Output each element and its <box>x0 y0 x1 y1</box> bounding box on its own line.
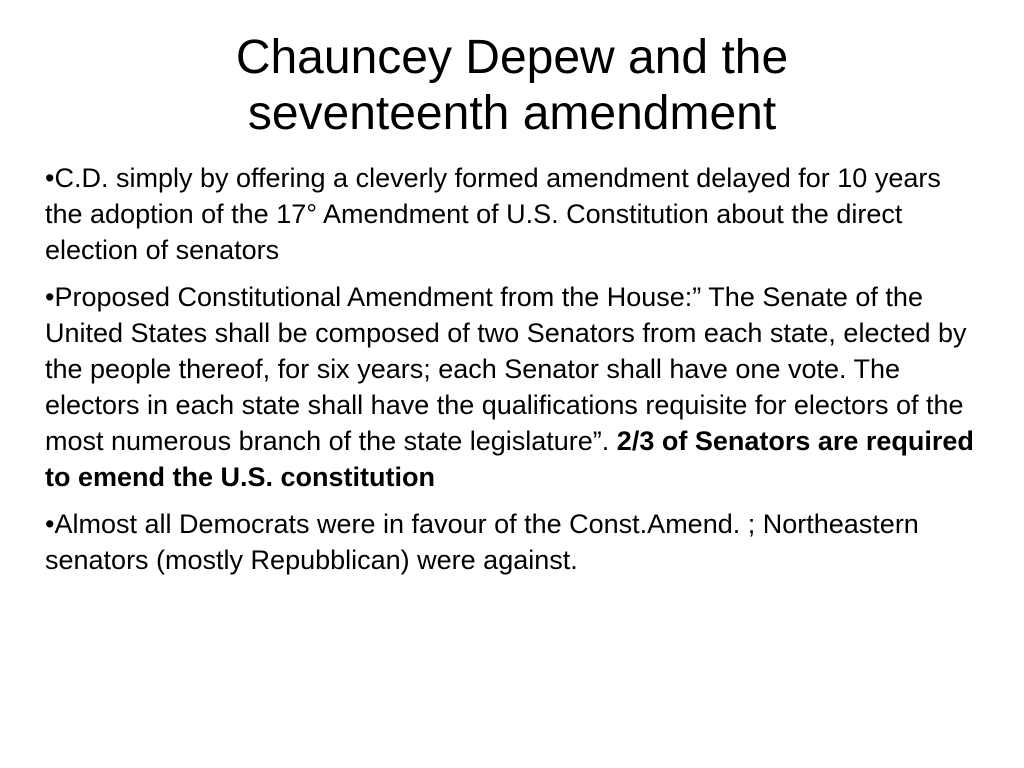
title-line-1: Chauncey Depew and the <box>235 31 789 84</box>
bullet-list <box>45 160 980 589</box>
bullet-item-1 <box>45 160 980 268</box>
bullet-item-2 <box>45 279 980 495</box>
slide-title <box>60 30 964 142</box>
title-line-2: seventeenth amendment <box>247 87 777 140</box>
bullet-1-text: •C.D. simply by offering a cleverly formed amendment delayed for 10 years the adoption of the 17° Amendment of U.S. Constitution about the direct election of senators <box>45 163 941 265</box>
bullet-2-text: •Proposed Constitutional Amendment from the House:” The Senate of the United States shall be composed of two Senators from each state, elected by the people thereof, for six years; each Senator shall have one vote. The electors in each state shall have the qualifications requisite for electors of the most numerous branch of the state legislature”. <box>45 282 967 456</box>
bullet-2-bold-text: 2/3 of Senators are required to emend the U.S. constitution <box>45 426 974 492</box>
bullet-3-text: •Almost all Democrats were in favour of the Const.Amend. ; Northeastern senators (mostly Repubblican) were against. <box>45 509 919 575</box>
bullet-item-3 <box>45 506 980 578</box>
